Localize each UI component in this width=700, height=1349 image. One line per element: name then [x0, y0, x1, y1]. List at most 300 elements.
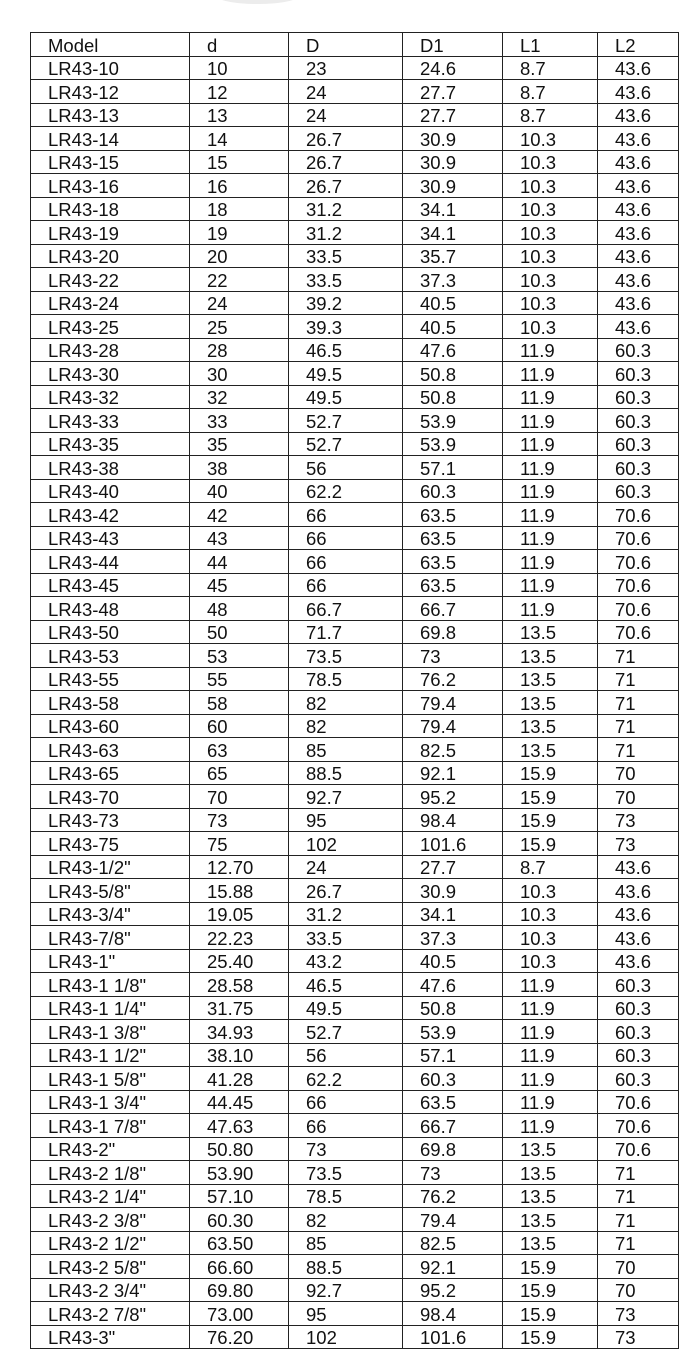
cell-D1: 63.5	[403, 526, 503, 550]
cell-D: 73.5	[289, 644, 403, 668]
cell-D1: 66.7	[403, 1114, 503, 1138]
cell-L2: 73	[598, 808, 679, 832]
cell-model: LR43-22	[31, 268, 190, 292]
cell-L1: 10.3	[503, 127, 598, 151]
table-row	[31, 761, 679, 785]
cell-model: LR43-1 1/4"	[31, 996, 190, 1020]
cell-model: LR43-2 3/8"	[31, 1208, 190, 1232]
table-row	[31, 902, 679, 926]
cell-D: 49.5	[289, 362, 403, 386]
cell-L1: 10.3	[503, 197, 598, 221]
cell-L1: 13.5	[503, 691, 598, 715]
cell-D: 46.5	[289, 973, 403, 997]
cell-L2: 70.6	[598, 620, 679, 644]
cell-L1: 13.5	[503, 1231, 598, 1255]
cell-model: LR43-10	[31, 56, 190, 80]
table-row	[31, 1255, 679, 1279]
cell-L1: 10.3	[503, 174, 598, 198]
cell-model: LR43-30	[31, 362, 190, 386]
cell-L2: 70.6	[598, 550, 679, 574]
cell-D1: 50.8	[403, 362, 503, 386]
cell-d: 32	[190, 385, 289, 409]
cell-L2: 43.6	[598, 268, 679, 292]
cell-model: LR43-28	[31, 338, 190, 362]
cell-L1: 15.9	[503, 832, 598, 856]
cell-model: LR43-44	[31, 550, 190, 574]
cell-L2: 73	[598, 1325, 679, 1349]
cell-D1: 101.6	[403, 832, 503, 856]
table-row	[31, 785, 679, 809]
cell-d: 43	[190, 526, 289, 550]
table-row	[31, 926, 679, 950]
cell-D: 43.2	[289, 949, 403, 973]
cell-model: LR43-75	[31, 832, 190, 856]
cell-model: LR43-15	[31, 150, 190, 174]
cell-L2: 43.6	[598, 949, 679, 973]
table-row	[31, 127, 679, 151]
cell-model: LR43-1/2"	[31, 855, 190, 879]
cell-D: 46.5	[289, 338, 403, 362]
cell-D1: 79.4	[403, 691, 503, 715]
cell-L2: 73	[598, 832, 679, 856]
cell-L1: 11.9	[503, 1114, 598, 1138]
header-D1: D1	[403, 33, 503, 57]
cell-L1: 15.9	[503, 785, 598, 809]
cell-D1: 98.4	[403, 808, 503, 832]
cell-D: 62.2	[289, 479, 403, 503]
cell-L1: 13.5	[503, 667, 598, 691]
cell-L2: 60.3	[598, 432, 679, 456]
cell-model: LR43-16	[31, 174, 190, 198]
table-row	[31, 244, 679, 268]
cell-d: 41.28	[190, 1067, 289, 1091]
cell-D: 33.5	[289, 268, 403, 292]
table-row	[31, 385, 679, 409]
table-row	[31, 644, 679, 668]
cell-model: LR43-1 3/8"	[31, 1020, 190, 1044]
cell-d: 47.63	[190, 1114, 289, 1138]
cell-L1: 10.3	[503, 221, 598, 245]
table-row	[31, 879, 679, 903]
cell-model: LR43-43	[31, 526, 190, 550]
cell-D: 85	[289, 1231, 403, 1255]
cell-d: 73	[190, 808, 289, 832]
cell-D: 66	[289, 503, 403, 527]
cell-D1: 92.1	[403, 1255, 503, 1279]
table-row	[31, 738, 679, 762]
header-L1: L1	[503, 33, 598, 57]
cell-L2: 71	[598, 691, 679, 715]
cell-d: 57.10	[190, 1184, 289, 1208]
cell-L2: 70.6	[598, 526, 679, 550]
cell-D1: 53.9	[403, 432, 503, 456]
cell-D1: 57.1	[403, 456, 503, 480]
cell-model: LR43-55	[31, 667, 190, 691]
cell-D1: 57.1	[403, 1043, 503, 1067]
cell-D: 26.7	[289, 174, 403, 198]
cell-L2: 60.3	[598, 409, 679, 433]
table-row	[31, 479, 679, 503]
cell-d: 44.45	[190, 1090, 289, 1114]
cell-model: LR43-50	[31, 620, 190, 644]
cell-L2: 43.6	[598, 879, 679, 903]
cell-d: 22	[190, 268, 289, 292]
table-row	[31, 1231, 679, 1255]
cell-model: LR43-25	[31, 315, 190, 339]
cell-d: 38	[190, 456, 289, 480]
cell-D1: 50.8	[403, 385, 503, 409]
cell-d: 16	[190, 174, 289, 198]
table-row	[31, 855, 679, 879]
header-D: D	[289, 33, 403, 57]
table-row	[31, 550, 679, 574]
table-row	[31, 197, 679, 221]
cell-d: 45	[190, 573, 289, 597]
cell-D: 92.7	[289, 785, 403, 809]
cell-L2: 70.6	[598, 1114, 679, 1138]
cell-model: LR43-53	[31, 644, 190, 668]
cell-L2: 43.6	[598, 103, 679, 127]
cell-D1: 63.5	[403, 550, 503, 574]
cell-model: LR43-2 1/4"	[31, 1184, 190, 1208]
cell-D1: 63.5	[403, 1090, 503, 1114]
cell-model: LR43-1 3/4"	[31, 1090, 190, 1114]
cell-model: LR43-2 3/4"	[31, 1278, 190, 1302]
cell-D1: 60.3	[403, 479, 503, 503]
cell-L1: 13.5	[503, 714, 598, 738]
cell-D1: 34.1	[403, 197, 503, 221]
cell-model: LR43-13	[31, 103, 190, 127]
cell-model: LR43-38	[31, 456, 190, 480]
cell-D1: 40.5	[403, 949, 503, 973]
cell-D: 71.7	[289, 620, 403, 644]
table-row	[31, 362, 679, 386]
header-row	[31, 33, 679, 57]
cell-L2: 60.3	[598, 1020, 679, 1044]
cell-D: 95	[289, 808, 403, 832]
cell-L1: 8.7	[503, 56, 598, 80]
cell-D: 92.7	[289, 1278, 403, 1302]
top-shadow	[215, 0, 300, 4]
cell-d: 20	[190, 244, 289, 268]
cell-D: 73	[289, 1137, 403, 1161]
cell-D: 78.5	[289, 667, 403, 691]
cell-D: 56	[289, 456, 403, 480]
cell-D: 62.2	[289, 1067, 403, 1091]
cell-L2: 60.3	[598, 1067, 679, 1091]
cell-L2: 43.6	[598, 902, 679, 926]
cell-L1: 10.3	[503, 150, 598, 174]
cell-D1: 27.7	[403, 103, 503, 127]
cell-model: LR43-48	[31, 597, 190, 621]
cell-L2: 43.6	[598, 80, 679, 104]
cell-D: 49.5	[289, 385, 403, 409]
cell-L2: 71	[598, 1208, 679, 1232]
cell-d: 50	[190, 620, 289, 644]
cell-D: 66	[289, 1114, 403, 1138]
table-row	[31, 432, 679, 456]
cell-d: 69.80	[190, 1278, 289, 1302]
cell-L2: 70	[598, 785, 679, 809]
cell-D1: 30.9	[403, 127, 503, 151]
cell-D1: 79.4	[403, 1208, 503, 1232]
cell-model: LR43-24	[31, 291, 190, 315]
cell-d: 53.90	[190, 1161, 289, 1185]
cell-model: LR43-3"	[31, 1325, 190, 1349]
cell-D: 102	[289, 832, 403, 856]
cell-d: 60	[190, 714, 289, 738]
cell-D1: 95.2	[403, 785, 503, 809]
cell-model: LR43-19	[31, 221, 190, 245]
cell-L2: 71	[598, 1184, 679, 1208]
table-row	[31, 973, 679, 997]
cell-D: 49.5	[289, 996, 403, 1020]
cell-L1: 11.9	[503, 996, 598, 1020]
cell-D: 56	[289, 1043, 403, 1067]
cell-model: LR43-14	[31, 127, 190, 151]
cell-model: LR43-60	[31, 714, 190, 738]
cell-L1: 8.7	[503, 855, 598, 879]
cell-L2: 70	[598, 761, 679, 785]
table-row	[31, 221, 679, 245]
cell-L2: 43.6	[598, 56, 679, 80]
cell-d: 35	[190, 432, 289, 456]
cell-d: 44	[190, 550, 289, 574]
cell-D1: 82.5	[403, 738, 503, 762]
cell-L1: 11.9	[503, 385, 598, 409]
cell-L2: 43.6	[598, 174, 679, 198]
cell-D: 52.7	[289, 432, 403, 456]
cell-D: 24	[289, 80, 403, 104]
cell-L2: 43.6	[598, 221, 679, 245]
cell-L2: 71	[598, 644, 679, 668]
cell-L1: 8.7	[503, 80, 598, 104]
cell-L1: 15.9	[503, 1325, 598, 1349]
cell-L2: 70.6	[598, 1090, 679, 1114]
cell-L1: 10.3	[503, 268, 598, 292]
cell-D1: 37.3	[403, 926, 503, 950]
table-row	[31, 620, 679, 644]
cell-D: 73.5	[289, 1161, 403, 1185]
cell-L2: 43.6	[598, 150, 679, 174]
cell-L1: 11.9	[503, 338, 598, 362]
cell-D: 66.7	[289, 597, 403, 621]
table-row	[31, 1278, 679, 1302]
cell-model: LR43-3/4"	[31, 902, 190, 926]
cell-L2: 70.6	[598, 573, 679, 597]
cell-D: 52.7	[289, 1020, 403, 1044]
cell-D: 66	[289, 1090, 403, 1114]
cell-d: 30	[190, 362, 289, 386]
cell-L1: 10.3	[503, 315, 598, 339]
cell-L2: 71	[598, 1161, 679, 1185]
table-row	[31, 103, 679, 127]
table-row	[31, 714, 679, 738]
cell-D: 23	[289, 56, 403, 80]
cell-d: 63.50	[190, 1231, 289, 1255]
cell-model: LR43-33	[31, 409, 190, 433]
cell-model: LR43-20	[31, 244, 190, 268]
cell-model: LR43-70	[31, 785, 190, 809]
cell-D: 26.7	[289, 150, 403, 174]
cell-L2: 60.3	[598, 338, 679, 362]
cell-d: 10	[190, 56, 289, 80]
cell-D1: 50.8	[403, 996, 503, 1020]
cell-D1: 30.9	[403, 174, 503, 198]
header-d: d	[190, 33, 289, 57]
cell-L2: 43.6	[598, 197, 679, 221]
cell-D1: 34.1	[403, 221, 503, 245]
cell-model: LR43-2 5/8"	[31, 1255, 190, 1279]
cell-L1: 15.9	[503, 1255, 598, 1279]
cell-d: 34.93	[190, 1020, 289, 1044]
table-row	[31, 1161, 679, 1185]
cell-model: LR43-2 1/8"	[31, 1161, 190, 1185]
table-row	[31, 667, 679, 691]
cell-D1: 27.7	[403, 80, 503, 104]
cell-L1: 11.9	[503, 362, 598, 386]
cell-L2: 71	[598, 1231, 679, 1255]
cell-d: 40	[190, 479, 289, 503]
cell-d: 60.30	[190, 1208, 289, 1232]
cell-D: 33.5	[289, 244, 403, 268]
cell-L1: 15.9	[503, 761, 598, 785]
cell-D: 24	[289, 103, 403, 127]
cell-L2: 71	[598, 738, 679, 762]
cell-d: 53	[190, 644, 289, 668]
cell-d: 50.80	[190, 1137, 289, 1161]
cell-L1: 11.9	[503, 1043, 598, 1067]
table-row	[31, 268, 679, 292]
cell-L1: 11.9	[503, 573, 598, 597]
table-row	[31, 996, 679, 1020]
cell-L2: 70.6	[598, 503, 679, 527]
cell-D1: 40.5	[403, 315, 503, 339]
header-L2: L2	[598, 33, 679, 57]
cell-d: 38.10	[190, 1043, 289, 1067]
cell-L1: 11.9	[503, 1090, 598, 1114]
table-row	[31, 1137, 679, 1161]
cell-D: 24	[289, 855, 403, 879]
cell-D1: 69.8	[403, 1137, 503, 1161]
cell-model: LR43-5/8"	[31, 879, 190, 903]
cell-D1: 27.7	[403, 855, 503, 879]
cell-D: 31.2	[289, 221, 403, 245]
cell-D: 85	[289, 738, 403, 762]
cell-D: 78.5	[289, 1184, 403, 1208]
cell-d: 48	[190, 597, 289, 621]
cell-D1: 37.3	[403, 268, 503, 292]
table-row	[31, 832, 679, 856]
table-row	[31, 1114, 679, 1138]
cell-model: LR43-2 1/2"	[31, 1231, 190, 1255]
cell-D: 31.2	[289, 197, 403, 221]
table-row	[31, 949, 679, 973]
cell-model: LR43-1 1/2"	[31, 1043, 190, 1067]
cell-L1: 11.9	[503, 409, 598, 433]
cell-D: 39.3	[289, 315, 403, 339]
cell-L1: 11.9	[503, 1067, 598, 1091]
table-row	[31, 573, 679, 597]
cell-model: LR43-32	[31, 385, 190, 409]
cell-D: 66	[289, 526, 403, 550]
cell-D1: 82.5	[403, 1231, 503, 1255]
cell-L1: 10.3	[503, 902, 598, 926]
cell-L1: 13.5	[503, 644, 598, 668]
cell-D1: 24.6	[403, 56, 503, 80]
cell-d: 14	[190, 127, 289, 151]
cell-D: 39.2	[289, 291, 403, 315]
cell-model: LR43-18	[31, 197, 190, 221]
cell-L2: 43.6	[598, 291, 679, 315]
cell-D1: 63.5	[403, 573, 503, 597]
cell-model: LR43-1 1/8"	[31, 973, 190, 997]
cell-L2: 71	[598, 714, 679, 738]
cell-d: 33	[190, 409, 289, 433]
cell-D1: 73	[403, 1161, 503, 1185]
cell-L1: 13.5	[503, 1161, 598, 1185]
cell-L1: 11.9	[503, 550, 598, 574]
cell-L2: 70	[598, 1255, 679, 1279]
cell-d: 66.60	[190, 1255, 289, 1279]
table-row	[31, 691, 679, 715]
cell-L2: 70.6	[598, 1137, 679, 1161]
cell-d: 12	[190, 80, 289, 104]
cell-L2: 71	[598, 667, 679, 691]
table-row	[31, 526, 679, 550]
table-row	[31, 291, 679, 315]
table-row	[31, 338, 679, 362]
cell-L1: 15.9	[503, 808, 598, 832]
cell-model: LR43-2"	[31, 1137, 190, 1161]
table-row	[31, 1043, 679, 1067]
cell-d: 25	[190, 315, 289, 339]
cell-L2: 73	[598, 1302, 679, 1326]
table-body	[31, 56, 679, 1349]
cell-d: 12.70	[190, 855, 289, 879]
cell-d: 70	[190, 785, 289, 809]
table-row	[31, 56, 679, 80]
cell-L1: 11.9	[503, 526, 598, 550]
cell-L2: 60.3	[598, 973, 679, 997]
cell-L1: 11.9	[503, 503, 598, 527]
cell-d: 19.05	[190, 902, 289, 926]
cell-d: 28	[190, 338, 289, 362]
cell-L2: 70.6	[598, 597, 679, 621]
cell-L1: 11.9	[503, 479, 598, 503]
cell-model: LR43-2 7/8"	[31, 1302, 190, 1326]
table-row	[31, 1208, 679, 1232]
cell-L1: 10.3	[503, 949, 598, 973]
table-row	[31, 1090, 679, 1114]
cell-L1: 10.3	[503, 291, 598, 315]
cell-D: 31.2	[289, 902, 403, 926]
table-row	[31, 315, 679, 339]
cell-model: LR43-65	[31, 761, 190, 785]
table-row	[31, 1184, 679, 1208]
cell-D: 66	[289, 573, 403, 597]
cell-L1: 11.9	[503, 456, 598, 480]
table-row	[31, 503, 679, 527]
cell-D1: 60.3	[403, 1067, 503, 1091]
cell-model: LR43-35	[31, 432, 190, 456]
table-row	[31, 1020, 679, 1044]
cell-L1: 10.3	[503, 244, 598, 268]
cell-D1: 47.6	[403, 338, 503, 362]
table-row	[31, 174, 679, 198]
cell-model: LR43-1"	[31, 949, 190, 973]
cell-D1: 79.4	[403, 714, 503, 738]
